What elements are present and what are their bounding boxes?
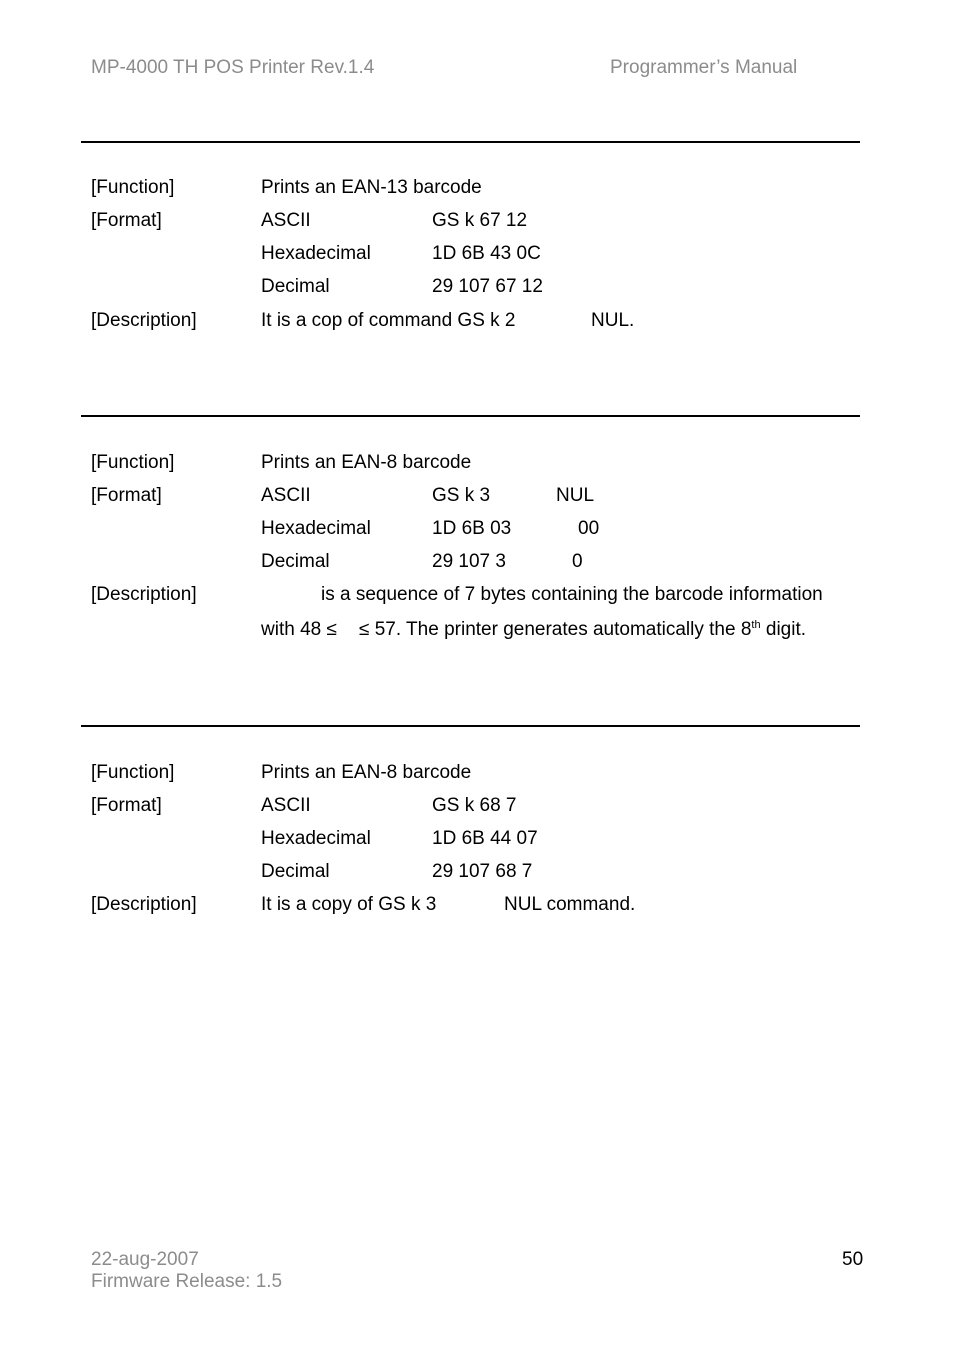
description-line-2b: ≤ 57. The printer generates automatically the 8th digit.: [359, 619, 807, 640]
description-text-end: NUL command.: [504, 894, 636, 915]
description-text-end: NUL.: [591, 310, 635, 331]
format-value-decimal: 29 107 3: [432, 551, 506, 572]
format-terminator-hex: 00: [578, 518, 600, 539]
function-text: Prints an EAN-8 barcode: [261, 762, 472, 783]
format-value-decimal: 29 107 67 12: [432, 276, 543, 297]
format-value-ascii: GS k 67 12: [432, 210, 528, 231]
format-kind-ascii: ASCII: [261, 210, 311, 231]
description-line-2a: with 48 ≤: [261, 619, 337, 640]
footer-date: 22-aug-2007: [91, 1249, 199, 1270]
description-text: It is a cop of command GS k 2: [261, 310, 516, 331]
format-kind-decimal: Decimal: [261, 551, 330, 572]
function-label: [Function]: [91, 452, 175, 473]
section-divider: [81, 415, 860, 417]
section-divider: [81, 141, 860, 143]
section-divider: [81, 725, 860, 727]
header-left: MP-4000 TH POS Printer Rev.1.4: [91, 57, 375, 78]
format-value-hex: 1D 6B 43 0C: [432, 243, 541, 264]
header-right: Programmer’s Manual: [610, 57, 798, 78]
format-value-hex: 1D 6B 03: [432, 518, 512, 539]
description-line-1: is a sequence of 7 bytes containing the barcode information: [321, 584, 823, 605]
format-value-decimal: 29 107 68 7: [432, 861, 533, 882]
format-label: [Format]: [91, 485, 162, 506]
format-kind-hex: Hexadecimal: [261, 243, 371, 264]
format-terminator-ascii: NUL: [556, 485, 595, 506]
function-text: Prints an EAN-8 barcode: [261, 452, 472, 473]
description-label: [Description]: [91, 894, 197, 915]
format-value-hex: 1D 6B 44 07: [432, 828, 538, 849]
function-label: [Function]: [91, 177, 175, 198]
description-label: [Description]: [91, 584, 197, 605]
page-number: 50: [842, 1249, 864, 1270]
format-kind-decimal: Decimal: [261, 861, 330, 882]
format-label: [Format]: [91, 795, 162, 816]
format-value-ascii: GS k 68 7: [432, 795, 517, 816]
format-kind-decimal: Decimal: [261, 276, 330, 297]
format-label: [Format]: [91, 210, 162, 231]
footer-firmware: Firmware Release: 1.5: [91, 1271, 283, 1292]
format-kind-hex: Hexadecimal: [261, 518, 371, 539]
format-kind-ascii: ASCII: [261, 485, 311, 506]
format-kind-hex: Hexadecimal: [261, 828, 371, 849]
superscript-th: th: [751, 619, 761, 631]
function-text: Prints an EAN-13 barcode: [261, 177, 482, 198]
format-kind-ascii: ASCII: [261, 795, 311, 816]
format-terminator-decimal: 0: [572, 551, 583, 572]
format-value-ascii: GS k 3: [432, 485, 491, 506]
description-text: It is a copy of GS k 3: [261, 894, 437, 915]
description-label: [Description]: [91, 310, 197, 331]
function-label: [Function]: [91, 762, 175, 783]
